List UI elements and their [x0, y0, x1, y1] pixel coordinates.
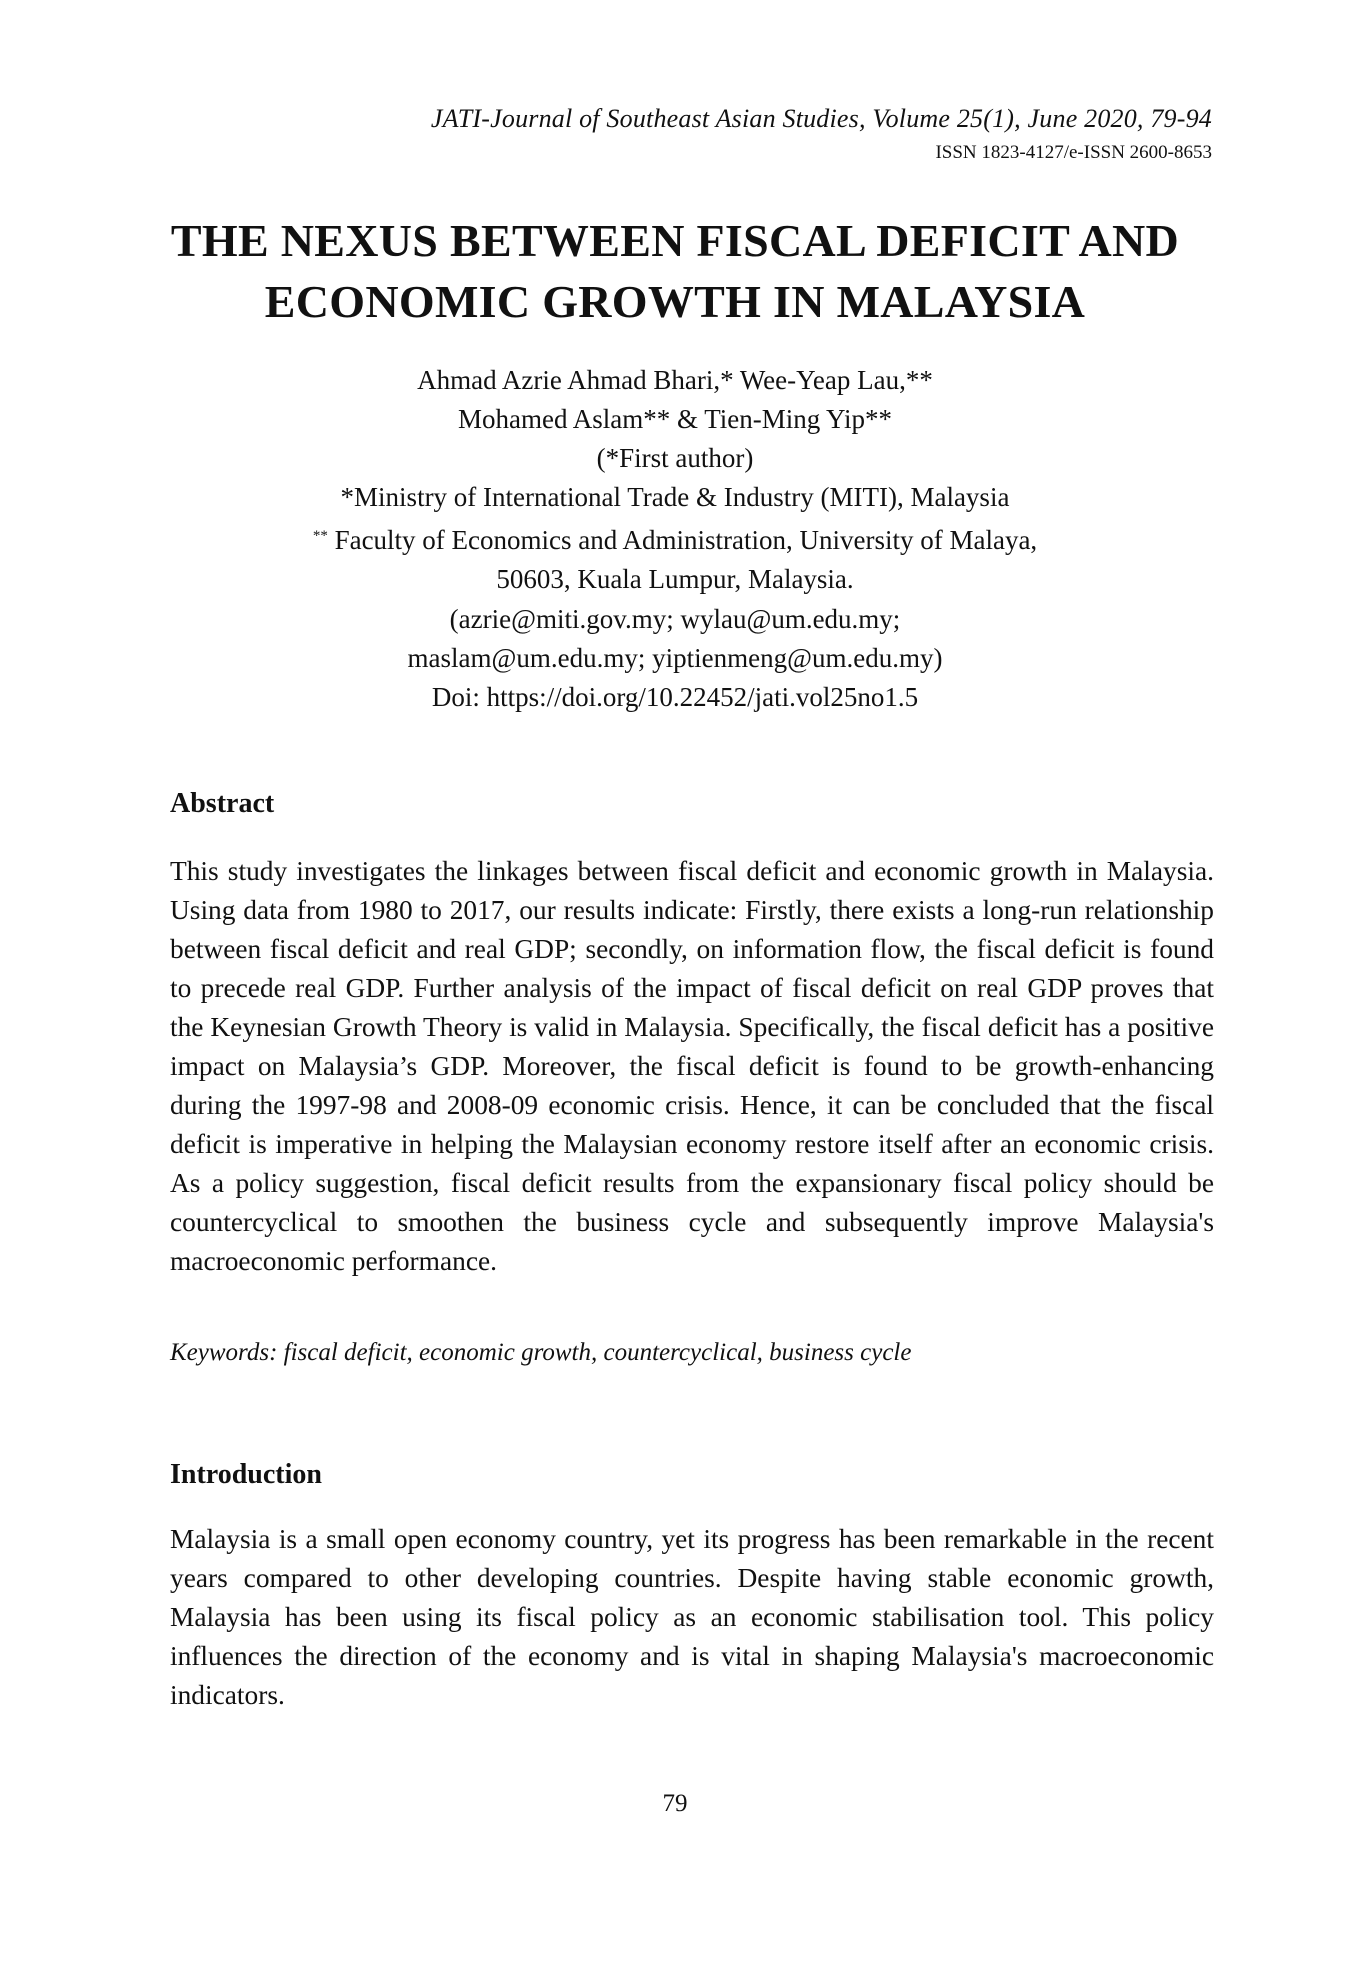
journal-citation: JATI-Journal of Southeast Asian Studies, Volume 25(1), June 2020, 79-94	[430, 104, 1212, 133]
keywords-line: Keywords: fiscal deficit, economic growth, countercyclical, business cycle	[170, 1339, 912, 1366]
affiliation-marker: **	[312, 528, 328, 545]
first-author-note: (*First author)	[596, 443, 754, 474]
title-line-1: THE NEXUS BETWEEN FISCAL DEFICIT AND	[170, 215, 1180, 266]
authors-line-2: Mohamed Aslam** & Tien-Ming Yip**	[457, 404, 893, 435]
title-line-2: ECONOMIC GROWTH IN MALAYSIA	[264, 276, 1086, 327]
authors-line-1: Ahmad Azrie Ahmad Bhari,* Wee-Yeap Lau,**	[417, 365, 933, 395]
abstract-heading: Abstract	[170, 788, 275, 819]
paper-title	[100, 210, 1250, 332]
emails-line-1: (azrie@miti.gov.my; wylau@um.edu.my;	[449, 603, 901, 634]
doi-line: Doi: https://doi.org/10.22452/jati.vol25no1.5	[431, 681, 919, 712]
page-number: 79	[662, 1790, 688, 1817]
issn-line: ISSN 1823-4127/e-ISSN 2600-8653	[935, 142, 1212, 163]
introduction-text: Malaysia is a small open economy country, yet its progress has been remarkable in the recent years compared to other developing countries. Despite having stable economic growth, Malaysia has been using its fiscal policy as an economic stabilisation tool. This policy influences the direction of the economy and is vital in shaping Malaysia's macroeconomic indicators.	[170, 1524, 1214, 1710]
affiliation-um	[100, 517, 1250, 560]
author-block	[100, 361, 1250, 717]
affiliation-address: 50603, Kuala Lumpur, Malaysia.	[496, 564, 854, 595]
introduction-heading: Introduction	[170, 1459, 322, 1490]
affiliation-um-text: Faculty of Economics and Administration, University of Malaya,	[327, 525, 1038, 556]
emails-line-2: maslam@um.edu.my; yiptienmeng@um.edu.my)	[407, 642, 943, 673]
affiliation-miti: *Ministry of International Trade & Industry (MITI), Malaysia	[340, 482, 1010, 513]
abstract-text: This study investigates the linkages between fiscal deficit and economic growth in Malaysia. Using data from 1980 to 2017, our results indicate: Firstly, there exists a long-run relationship between fiscal deficit and real GDP; secondly, on information flow, the fiscal deficit is found to precede real GDP. Further analysis of the impact of fiscal deficit on real GDP proves that the Keynesian Growth Theory is valid in Malaysia. Specifically, the fiscal deficit has a positive impact on Malaysia’s GDP. Moreover, the fiscal deficit is found to be growth-enhancing during the 1997-98 and 2008-09 economic crisis. Hence, it can be concluded that the fiscal deficit is imperative in helping the Malaysian economy restore itself after an economic crisis. As a policy suggestion, fiscal deficit results from the expansionary fiscal policy should be countercyclical to smoothen the business cycle and subsequently improve Malaysia's macroeconomic performance.	[170, 856, 1214, 1276]
